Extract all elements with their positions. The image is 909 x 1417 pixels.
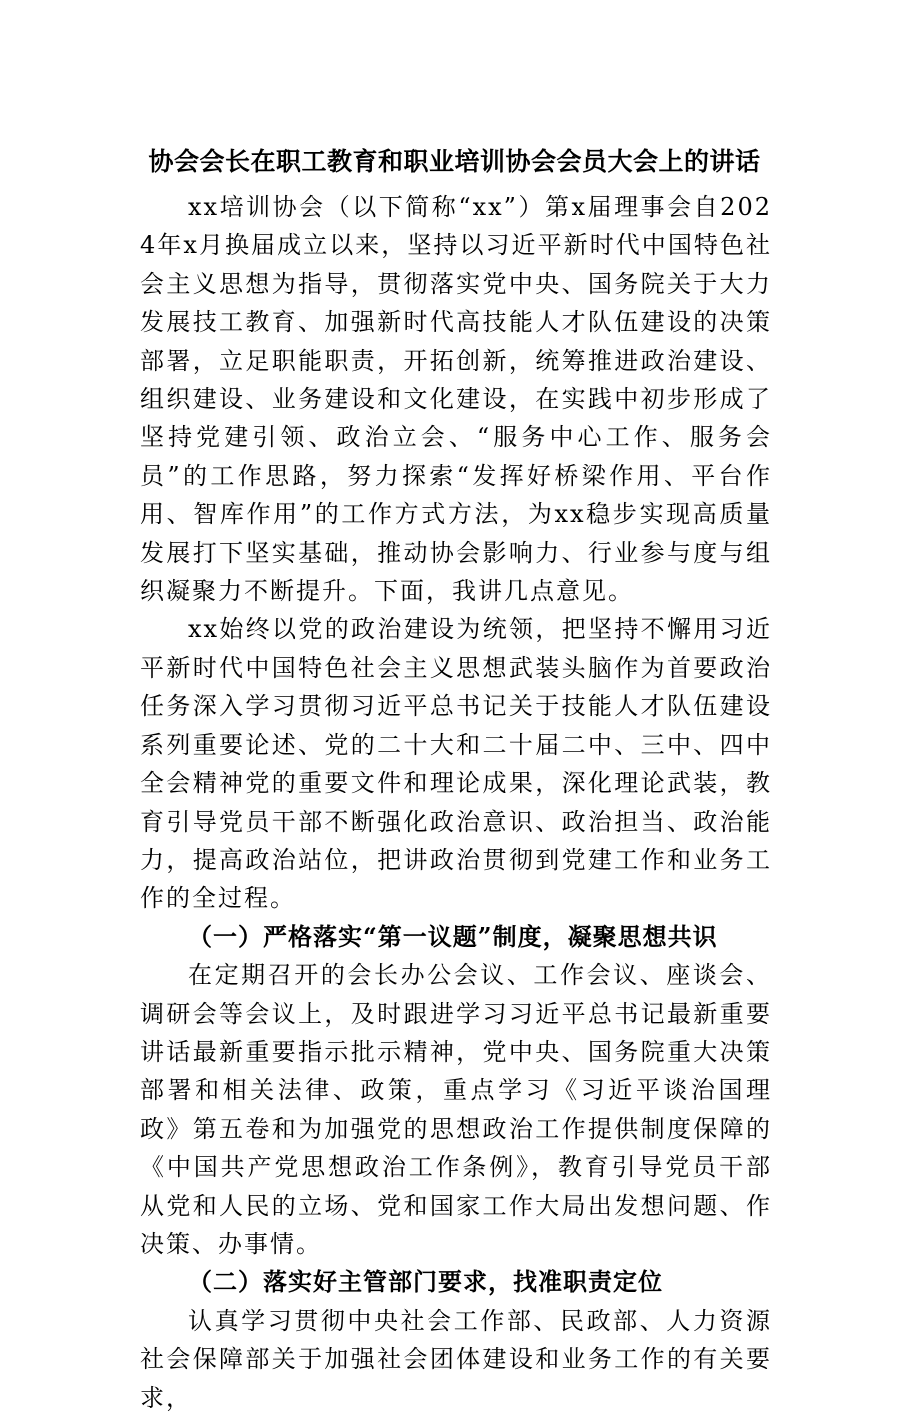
body-paragraph: xx培训协会（以下简称“xx”）第x届理事会自2024年x月换届成立以来，坚持以习近平新时代中国特色社会主义思想为指导，贯彻落实党中央、国务院关于大力发展技工教育、加强新时代高技能人才队伍建设的决策部署，立足职能职责，开拓创新，统筹推进政治建设、组织建设、业务建设和文化建设，在实践中初步形成了坚持党建引领、政治立会、“服务中心工作、服务会员”的工作思路，努力探索“发挥好桥梁作用、平台作用、智库作用”的工作方式方法，为xx稳步实现高质量发展打下坚实基础，推动协会影响力、行业参与度与组织凝聚力不断提升。下面，我讲几点意见。 bbox=[140, 193, 772, 606]
body-paragraph: xx始终以党的政治建设为统领，把坚持不懈用习近平新时代中国特色社会主义思想武装头脑作为首要政治任务深入学习贯彻习近平总书记关于技能人才队伍建设系列重要论述、党的二十大和二十届二中、三中、四中全会精神党的重要文件和理论成果，深化理论武装，教育引导党员干部不断强化政治意识、政治担当、政治能力，提高政治站位，把讲政治贯彻到党建工作和业务工作的全过程。 bbox=[140, 615, 772, 913]
document-title: 协会会长在职工教育和职业培训协会会员大会上的讲话 bbox=[148, 147, 761, 176]
section-heading: （二）落实好主管部门要求，找准职责定位 bbox=[188, 1267, 663, 1297]
body-paragraph: 认真学习贯彻中央社会工作部、民政部、人力资源社会保障部关于加强社会团体建设和业务工作的有关要求， bbox=[140, 1306, 772, 1412]
document-body bbox=[140, 188, 772, 1417]
body-paragraph: 在定期召开的会长办公会议、工作会议、座谈会、调研会等会议上，及时跟进学习习近平总书记最新重要讲话最新重要指示批示精神，党中央、国务院重大决策部署和相关法律、政策，重点学习《习近平谈治国理政》第五卷和为加强党的思想政治工作提供制度保障的《中国共产党思想政治工作条例》，教育引导党员干部从党和人民的立场、党和国家工作大局出发想问题、作决策、办事情。 bbox=[140, 961, 772, 1258]
section-heading: （一）严格落实“第一议题”制度，凝聚思想共识 bbox=[188, 921, 718, 951]
